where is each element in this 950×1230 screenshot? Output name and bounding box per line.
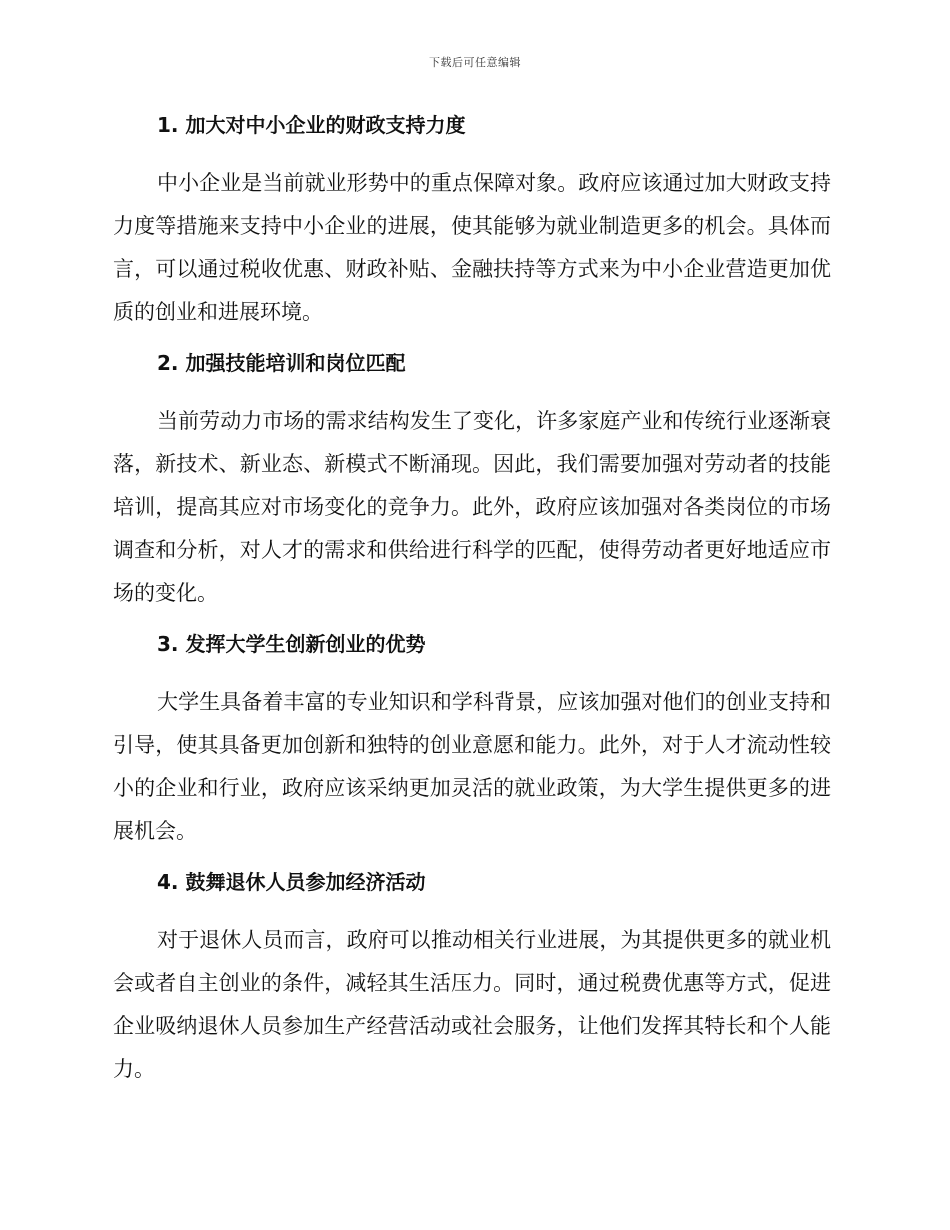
section-3 bbox=[113, 629, 831, 853]
section-4 bbox=[113, 867, 831, 1091]
document-body bbox=[113, 110, 831, 1105]
section-heading: 4. 鼓舞退休人员参加经济活动 bbox=[157, 870, 426, 894]
section-paragraph: 当前劳动力市场的需求结构发生了变化，许多家庭产业和传统行业逐渐衰落，新技术、新业态、新模式不断涌现。因此，我们需要加强对劳动者的技能培训，提高其应对市场变化的竞争力。此外，政府应该加强对各类岗位的市场调查和分析，对人才的需求和供给进行科学的匹配，使得劳动者更好地适应市场的变化。 bbox=[113, 409, 831, 605]
section-heading: 2. 加强技能培训和岗位匹配 bbox=[157, 351, 406, 375]
page-header: 下载后可任意编辑 bbox=[429, 56, 521, 69]
section-paragraph: 对于退休人员而言，政府可以推动相关行业进展，为其提供更多的就业机会或者自主创业的条件，减轻其生活压力。同时，通过税费优惠等方式，促进企业吸纳退休人员参加生产经营活动或社会服务，让他们发挥其特长和个人能力。 bbox=[113, 928, 831, 1081]
section-1 bbox=[113, 110, 831, 334]
section-2 bbox=[113, 348, 831, 615]
section-paragraph: 大学生具备着丰富的专业知识和学科背景，应该加强对他们的创业支持和引导，使其具备更加创新和独特的创业意愿和能力。此外，对于人才流动性较小的企业和行业，政府应该采纳更加灵活的就业政策，为大学生提供更多的进展机会。 bbox=[113, 690, 831, 843]
section-paragraph: 中小企业是当前就业形势中的重点保障对象。政府应该通过加大财政支持力度等措施来支持中小企业的进展，使其能够为就业制造更多的机会。具体而言，可以通过税收优惠、财政补贴、金融扶持等方式来为中小企业营造更加优质的创业和进展环境。 bbox=[113, 171, 831, 324]
section-heading: 3. 发挥大学生创新创业的优势 bbox=[157, 632, 426, 656]
section-heading: 1. 加大对中小企业的财政支持力度 bbox=[157, 113, 466, 137]
